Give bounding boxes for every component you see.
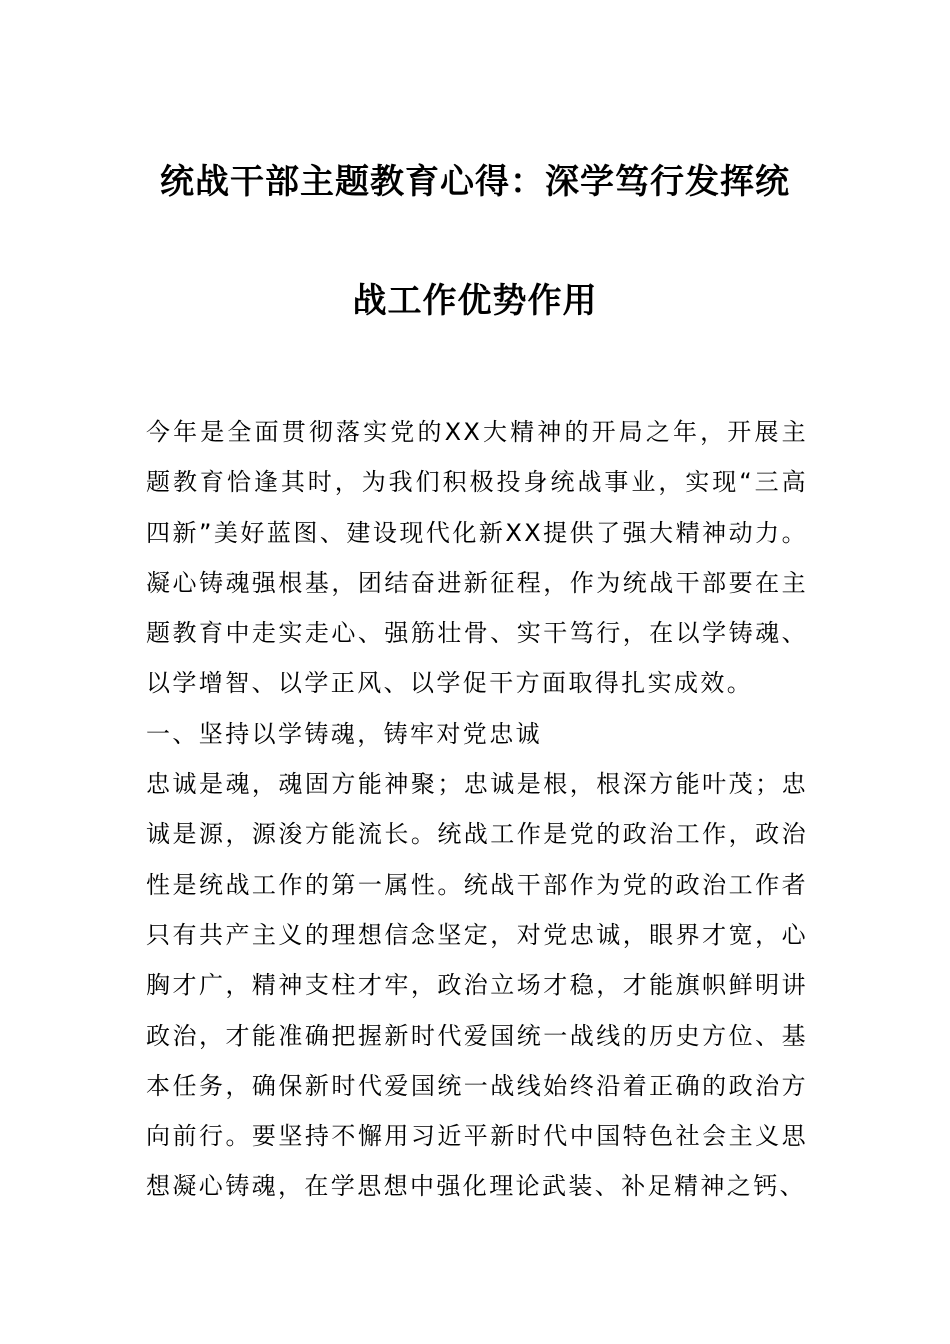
section-heading-1: 一、坚持以学铸魂，铸牢对党忠诚: [146, 719, 542, 748]
intro-paragraph: 今年是全面贯彻落实党的XX大精神的开局之年，开展主题教育恰逢其时，为我们积极投身统战事业，实现“三高四新”美好蓝图、建设现代化新XX提供了强大精神动力。凝心铸魂强根基，团结奋进新征程，作为统战干部要在主题教育中走实走心、强筋壮骨、实干笃行，在以学铸魂、以学增智、以学正风、以学促干方面取得扎实成效。: [146, 418, 808, 698]
document-body: [146, 407, 808, 1212]
section-1-paragraph: 忠诚是魂，魂固方能神聚；忠诚是根，根深方能叶茂；忠诚是源，源浚方能流长。统战工作是党的政治工作，政治性是统战工作的第一属性。统战干部作为党的政治工作者只有共产主义的理想信念坚定，对党忠诚，眼界才宽，心胸才广，精神支柱才牢，政治立场才稳，才能旗帜鲜明讲政治，才能准确把握新时代爱国统一战线的历史方位、基本任务，确保新时代爱国统一战线始终沿着正确的政治方向前行。要坚持不懈用习近平新时代中国特色社会主义思想凝心铸魂，在学思想中强化理论武装、补足精神之钙、: [146, 770, 808, 1201]
document-title-line-2: 战工作优势作用: [352, 281, 598, 321]
document-title-line-1: 统战干部主题教育心得：深学笃行发挥统: [160, 162, 790, 202]
